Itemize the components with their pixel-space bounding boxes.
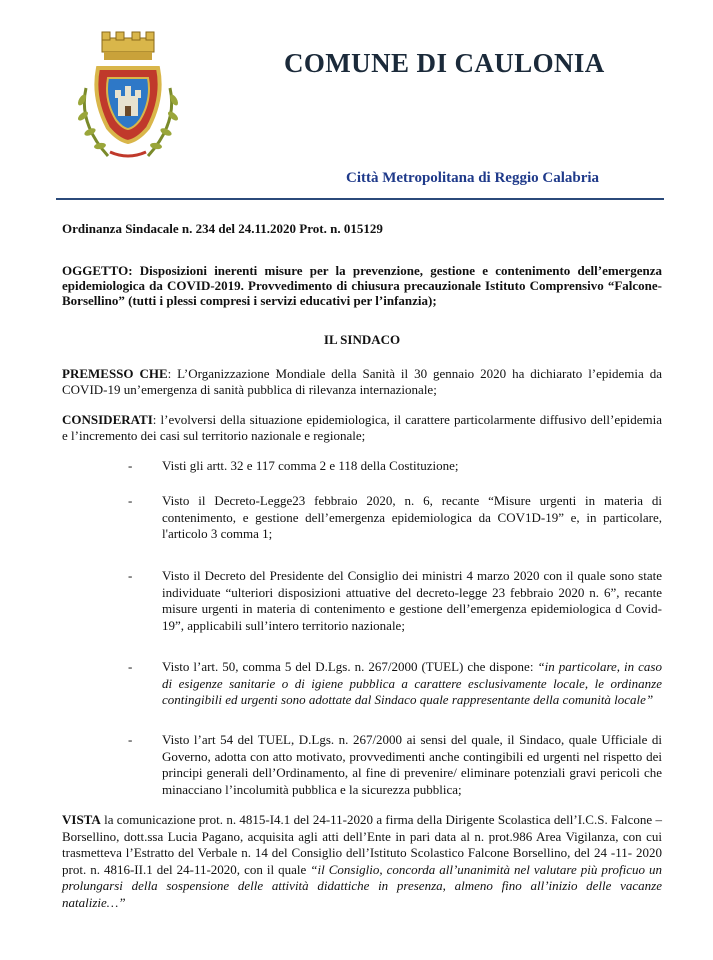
list-item xyxy=(62,493,662,543)
subject-label: OGGETTO xyxy=(62,263,129,278)
list-item xyxy=(62,458,458,475)
list-dash: - xyxy=(128,458,133,473)
list-item-text: Visto il Decreto del Presidente del Consiglio dei ministri 4 marzo 2020 con il quale sono state individuate “ulteriori disposizioni attuative del decreto-legge 23 febbraio 2020 n. 6”, recante misure urgenti in materia di contenimento e gestione dell’emergenza epidemiologica d Covid-19”, applicabili sull’intero territorio nazionale; xyxy=(162,568,662,633)
vista-text: la comunicazione prot. n. 4815-I4.1 del 24-11-2020 a firma della Dirigente Scolastica dell’I.C.S. Falcone –Borsellino, dott.ssa Lucia Pagano, acquisita agli atti dell’Ente in pari data al n. prot.986 Area Vigilanza, con cui trasmetteva l’Estratto del Verbale n. 14 del Consiglio dell’Istituto Scolastico Falcone Borsellino, del 24 -11- 2020 prot. n. 4816-II.1 del 24-11-2020, con il quale xyxy=(62,812,662,877)
subject-text: : Disposizioni inerenti misure per la prevenzione, gestione e contenimento dell’emergenza epidemiologica da COVID-2019. Provvedimento di chiusura precauzionale Istituto Comprensivo “Falcone-Borsellino” (tutti i plessi compresi i servizi educativi per l’infanzia); xyxy=(62,263,662,308)
subject-paragraph xyxy=(62,263,662,308)
vista-paragraph xyxy=(62,812,662,911)
considerations-paragraph xyxy=(62,412,662,444)
premise-text: : L’Organizzazione Mondiale della Sanità il 30 gennaio 2020 ha dichiarato l’epidemia da COVID-19 un’emergenza di sanità pubblica di rilevanza internazionale; xyxy=(62,366,662,397)
list-item xyxy=(62,732,662,798)
considerations-text: : l’evolversi della situazione epidemiologica, il carattere particolarmente diffusivo dell’epidemia e l’incremento dei casi sul territorio nazionale e regionale; xyxy=(62,412,662,443)
list-item-text: Visti gli artt. 32 e 117 comma 2 e 118 della Costituzione; xyxy=(162,458,459,473)
premise-label: PREMESSO CHE xyxy=(62,366,168,381)
ordinance-number: Ordinanza Sindacale n. 234 del 24.11.2020 Prot. n. 015129 xyxy=(62,221,383,236)
list-item-text: Visto l’art. 50, comma 5 del D.Lgs. n. 267/2000 (TUEL) che dispone: xyxy=(162,659,538,674)
list-dash: - xyxy=(128,493,133,508)
metropolitan-city-subtitle: Città Metropolitana di Reggio Calabria xyxy=(346,170,600,186)
considerations-label: CONSIDERATI xyxy=(62,412,153,427)
list-item xyxy=(62,659,662,709)
vista-label: VISTA xyxy=(62,812,101,827)
list-item-text: Visto l’art 54 del TUEL, D.Lgs. n. 267/2000 ai sensi del quale, il Sindaco, quale Ufficiale di Governo, adotta con atto motivato, provvedimenti anche contingibili ed urgenti nel rispetto dei principi generali dell’Ordinamento, al fine di prevenire/ eliminare potenziali gravi pericoli che minacciano l’incolumità pubblica e la sicurezza pubblica; xyxy=(162,732,662,797)
municipality-title: COMUNE DI CAULONIA xyxy=(284,48,605,78)
mayor-heading: IL SINDACO xyxy=(323,332,401,347)
list-dash: - xyxy=(128,732,133,747)
premise-paragraph xyxy=(62,366,662,398)
list-dash: - xyxy=(128,659,133,674)
list-item-quote: “in particolare, in caso di esigenze sanitarie o di igiene pubblica a carattere esclusivamente locale, le ordinanze contingibili ed urgenti sono adottate dal Sindaco quale rappresentante della comunità locale” xyxy=(162,659,662,707)
list-item-text: Visto il Decreto-Legge23 febbraio 2020, n. 6, recante “Misure urgenti in materia di contenimento, e gestione dell’emergenza epidemiologica da COV1D-19” e, in particolare, l'articolo 3 comma 1; xyxy=(162,493,662,541)
header-divider xyxy=(56,198,664,200)
municipal-crest-icon xyxy=(68,28,188,168)
list-dash: - xyxy=(128,568,133,583)
list-item xyxy=(62,568,662,634)
vista-quote: “il Consiglio, concorda all’unanimità nel valutare più proficuo un prolungarsi della sospensione delle attività didattiche in presenza, almeno fino all’inizio delle vacanze natalizie…” xyxy=(62,861,662,910)
